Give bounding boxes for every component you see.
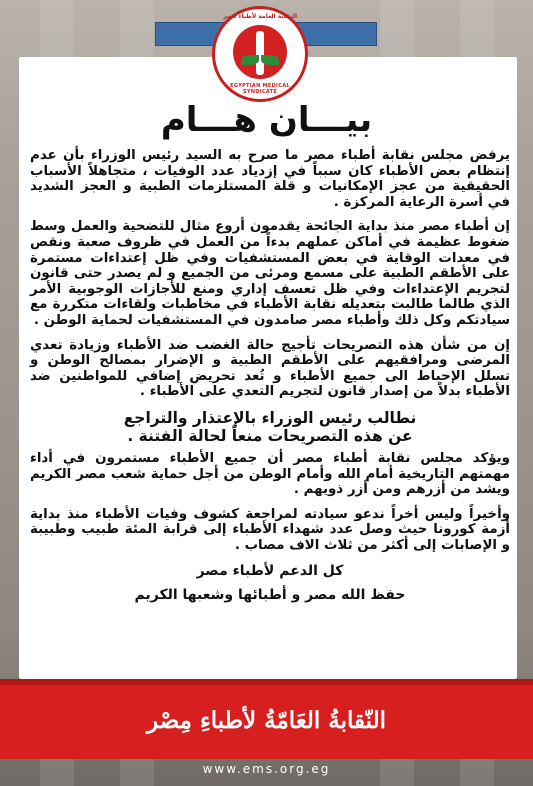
- statement-title: بيـــان هـــام: [160, 100, 373, 140]
- closing-line-1: كل الدعم لأطباء مصر: [196, 563, 344, 580]
- footer-banner: [0, 679, 533, 759]
- demand-line-1: نطالب رئيس الوزراء بالإعتذار والتراجع: [123, 408, 417, 427]
- logo-english-text: EGYPTIAN MEDICAL SYNDICATE: [230, 83, 290, 95]
- paragraph-3: إن من شأن هذه التصريحات تأجيج حالة الغضب ضد الأطباء وزيادة تعدي المرضى ومرافقيهم على الأطقم الطبية و الإضرار بمصالح الوطن و تسلل الإحباط الى جميع الأطباء و تُعد تحريض إضافي للمواطنين ضد الأطباء بدلاً من إصدار قانون لتجريم التعدي على الأطباء .: [30, 337, 510, 400]
- footer-stripe: [0, 679, 533, 685]
- paragraph-5: وأخيراً وليس أخراً ندعو سيادته لمراجعة كشوف وفيات الأطباء منذ بداية أزمة كورونا حيث وصل عدد شهداء الأطباء إلى قرابة المئة طبيب وطبيبة و الإصابات إلى أكثر من ثلاث الاف مصاب .: [30, 506, 510, 553]
- logo-arabic-text: النقابة العامة لأطباء مصر: [222, 13, 298, 20]
- statement-body: [30, 148, 510, 610]
- logo-staff-icon: [256, 31, 264, 75]
- paragraph-1: يرفض مجلس نقابة أطباء مصر ما صرح به السيد رئيس الوزراء بأن عدم إنتظام بعض الأطباء كان سبباً في إزدياد عدد الوفيات ، متجاهلاً الأسباب الحقيقية من عجز الإمكانيات و قلة المستلزمات الطبية و العجز الشديد في أسرة الرعاية المركزة .: [30, 148, 510, 210]
- paragraph-2: إن أطباء مصر منذ بداية الجائحة يقدمون أروع مثال للتضحية والعمل وسط ضغوط عظيمة في أماكن عملهم بدءاً من العمل في ظروف صعبة ونقص في معدات الوقاية في بعض المستشفيات وفي ظل إعتداءات مستمرة على الأطقم الطبية على مسمع ومرئى من الجميع و لم يصدر حتى قانون لتجريم الإعتداءات وفي ظل تعسف إداري ومنع للأجازات الوجوبية الأمر الذي طالما طالبت بتعديله نقابة الأطباء في مخاطبات ولقاءات متكررة مع سيادتكم وكل ذلك وأطباء مصر صامدون في المستشفيات لحماية الوطن .: [30, 219, 510, 328]
- demand-line-2: عن هذه التصريحات منعاً لحالة الفتنة .: [127, 426, 413, 445]
- syndicate-logo: [212, 6, 308, 102]
- logo-leaf-icon: [261, 55, 279, 65]
- footer-syndicate-name: النّقابةُ العَامّةُ لأطباءِ مِصْر: [146, 707, 387, 734]
- closing-line-2: حفظ الله مصر و أطبائها وشعبها الكريم: [134, 587, 406, 604]
- logo-leaf-icon: [241, 55, 259, 65]
- website-url: www.ems.org.eg: [202, 762, 331, 776]
- paragraph-4: ويؤكد مجلس نقابة أطباء مصر أن جميع الأطباء مستمرون في أداء مهمتهم التاريخية أمام الله وأمام الوطن من أجل حماية شعب مصر الكريم ويشد من أزرهم ومن أزر ذويهم .: [30, 450, 510, 498]
